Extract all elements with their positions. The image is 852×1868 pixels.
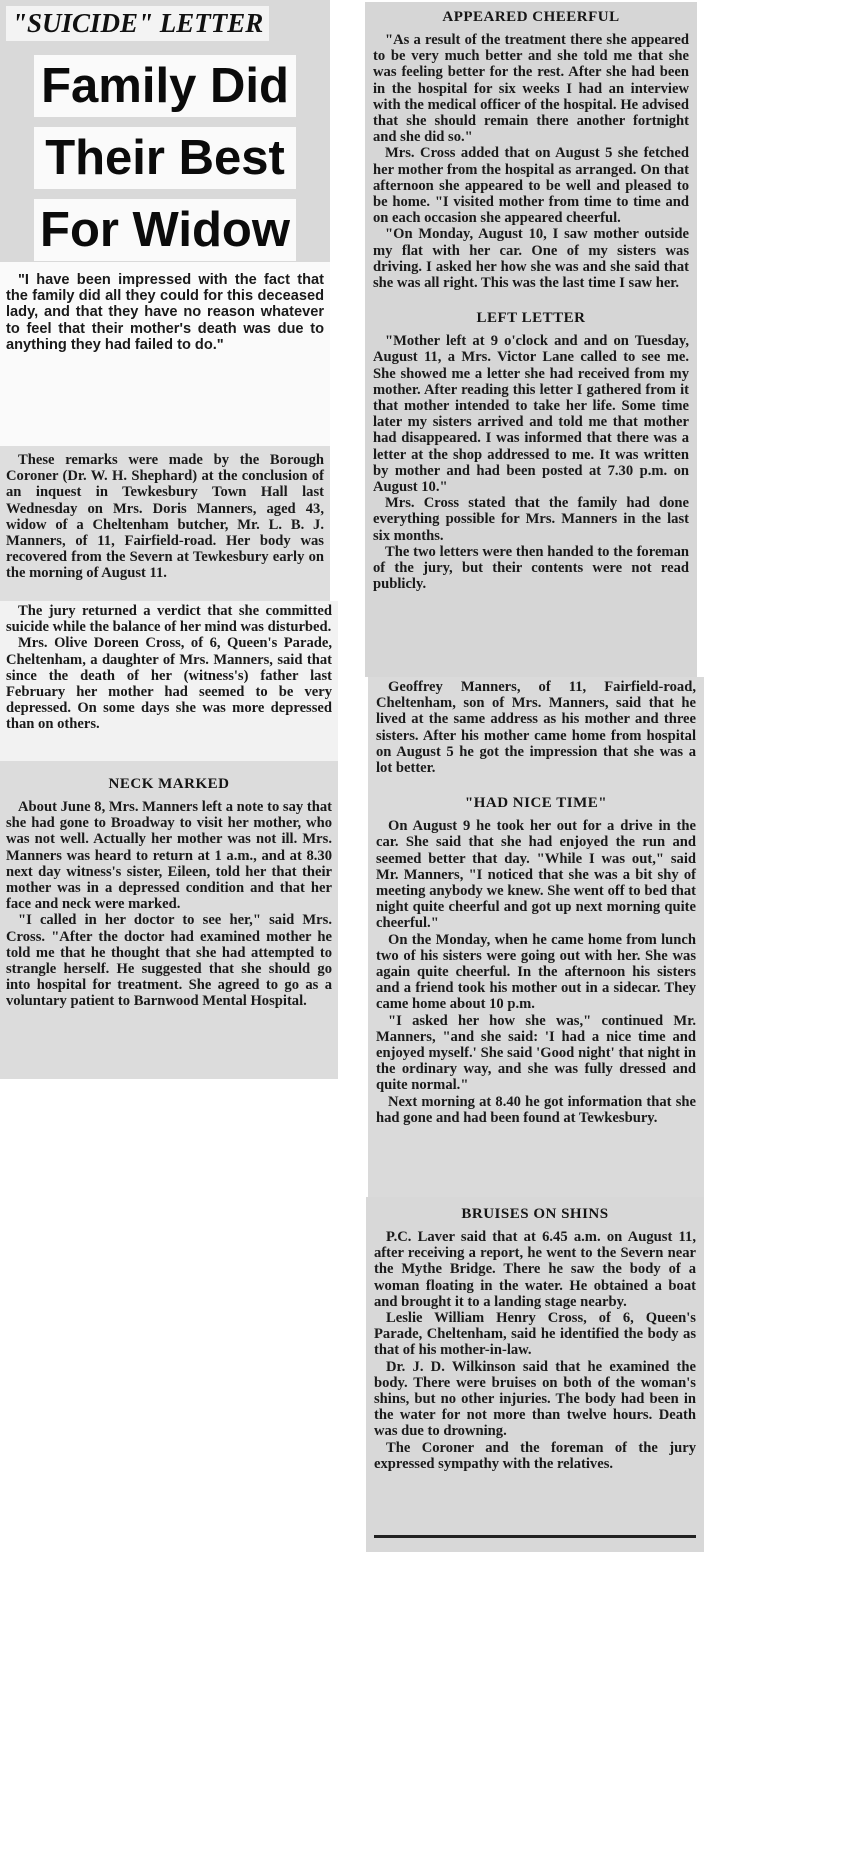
headline-line-1: Family Did <box>34 55 296 117</box>
subhead-bruises-on-shins: BRUISES ON SHINS <box>461 1206 609 1222</box>
nice-paragraph-4: Next morning at 8.40 he got information that she had gone and had been found at Tewkesbury. <box>376 1093 696 1126</box>
kicker: "SUICIDE" LETTER <box>6 6 269 41</box>
cheerful-paragraph-2: Mrs. Cross added that on August 5 she fetched her mother from the hospital as arranged. On that afternoon she appeared to be well and pleased to be home. "I visited mother from time to time and on each occasion she appeared cheerful. <box>373 145 689 227</box>
letter-paragraph-4: Geoffrey Manners, of 11, Fairfield-road, Cheltenham, son of Mrs. Manners, said that he lived at the same address as his mother and three sisters. After his mother came home from hospital on August 5 he got the impression that she was a lot better. <box>376 679 696 777</box>
bruises-paragraph-1: P.C. Laver said that at 6.45 a.m. on August 11, after receiving a report, he went to the Severn near the Mythe Bridge. There he saw the body of a woman floating in the water. He obtained a boat and brought it to a landing stage nearby. <box>374 1229 696 1310</box>
intro-clipping <box>0 446 330 601</box>
intro-paragraph: These remarks were made by the Borough Coroner (Dr. W. H. Shephard) at the conclusion of an inquest in Tewkesbury Town Hall last Wednesday on Mrs. Doris Manners, aged 43, widow of a Cheltenham butcher, Mr. L. B. J. Manners, of 11, Fairfield-road. Her body was recovered from the Severn at Tewkesbury early on the morning of August 11. <box>6 452 324 582</box>
neck-marked-clipping <box>0 761 338 1079</box>
pull-quote-clipping <box>0 262 330 446</box>
letter-paragraph-2: Mrs. Cross stated that the family had done everything possible for Mrs. Manners in the last six months. <box>373 495 689 544</box>
cross-paragraph: Mrs. Olive Doreen Cross, of 6, Queen's Parade, Cheltenham, a daughter of Mrs. Manners, said that since the death of her (witness's) father last February her mother had seemed to be very depressed. On some days she was more depressed than on others. <box>6 635 332 733</box>
subhead-neck-marked: NECK MARKED <box>108 776 230 792</box>
subhead-had-nice-time: "HAD NICE TIME" <box>464 795 608 812</box>
headline-clipping <box>0 0 330 262</box>
verdict-clipping <box>0 601 338 761</box>
bruises-paragraph-3: Dr. J. D. Wilkinson said that he examined the body. There were bruises on both of the woman's shins, but no other injuries. The body had been in the water for not more than twelve hours. Death was due to drowning. <box>374 1358 696 1440</box>
bruises-paragraph-2: Leslie William Henry Cross, of 6, Queen's Parade, Cheltenham, said he identified the body as that of his mother-in-law. <box>374 1310 696 1359</box>
end-rule <box>374 1535 696 1538</box>
subhead-appeared-cheerful: APPEARED CHEERFUL <box>442 9 620 25</box>
pull-quote: "I have been impressed with the fact that the family did all they could for this deceased lady, and that they have no reason whatever to feel that their mother's death was due to anything they had failed to do." <box>6 272 324 353</box>
letter-paragraph-3: The two letters were then handed to the foreman of the jury, but their contents were not read publicly. <box>373 543 689 593</box>
neck-paragraph-2: "I called in her doctor to see her," said Mrs. Cross. "After the doctor had examined mother he told me that he thought that she had attempted to strangle herself. He suggested that she should go into hospital for treatment. She agreed to go as a voluntary patient to Barnwood Mental Hospital. <box>6 912 332 1010</box>
cheerful-paragraph-1: "As a result of the treatment there she appeared to be very much better and she told me that she was feeling better for the rest. After she had been in the hospital for six weeks I had an interview with the medical officer of the hospital. He advised that she should remain there another fortnight and she did so." <box>373 32 689 146</box>
headline-line-2: Their Best <box>34 127 296 189</box>
cheerful-clipping <box>365 2 697 677</box>
cheerful-paragraph-3: "On Monday, August 10, I saw mother outside my flat with her car. One of my sisters was driving. I asked her how she was and she said that she was all right. This was the last time I saw her. <box>373 226 689 292</box>
nice-paragraph-1: On August 9 he took her out for a drive in the car. She said that she had enjoyed the run and seemed better that day. "While I was out," said Mr. Manners, "I noticed that she was a bit shy of meeting anybody we knew. She went off to bed that night quite cheerful and got up next morning quite cheerful." <box>376 818 696 932</box>
nice-time-clipping <box>368 677 704 1197</box>
bruises-clipping <box>366 1197 704 1552</box>
bruises-paragraph-4: The Coroner and the foreman of the jury expressed sympathy with the relatives. <box>374 1439 696 1472</box>
nice-paragraph-2: On the Monday, when he came home from lunch two of his sisters were going out with her. She was again quite cheerful. In the afternoon his sisters and a friend took his mother out in a sidecar. They came home about 10 p.m. <box>376 931 696 1013</box>
neck-paragraph-1: About June 8, Mrs. Manners left a note to say that she had gone to Broadway to visit her mother, who was not well. Actually her mother was not ill. Mrs. Manners was heard to return at 1 a.m., and at 8.30 next day witness's sister, Eileen, told her that their mother was in a depressed condition and that her face and neck were marked. <box>6 799 332 913</box>
verdict-paragraph: The jury returned a verdict that she committed suicide while the balance of her mind was disturbed. <box>6 603 332 636</box>
subhead-left-letter: LEFT LETTER <box>476 310 586 327</box>
letter-paragraph-1: "Mother left at 9 o'clock and and on Tuesday, August 11, a Mrs. Victor Lane called to see me. She showed me a letter she had received from my mother. After reading this letter I gathered from it that mother intended to take her life. Some time later my sisters arrived and told me that mother had disappeared. I was informed that there was a letter at the shop addressed to me. It was written by mother and had been posted at 7.30 p.m. on August 10." <box>373 333 689 496</box>
headline-line-3: For Widow <box>34 199 296 261</box>
nice-paragraph-3: "I asked her how she was," continued Mr. Manners, "and she said: 'I had a nice time and enjoyed myself.' She said 'Good night' that night in the ordinary way, and she was fully dressed and quite normal." <box>376 1012 696 1094</box>
